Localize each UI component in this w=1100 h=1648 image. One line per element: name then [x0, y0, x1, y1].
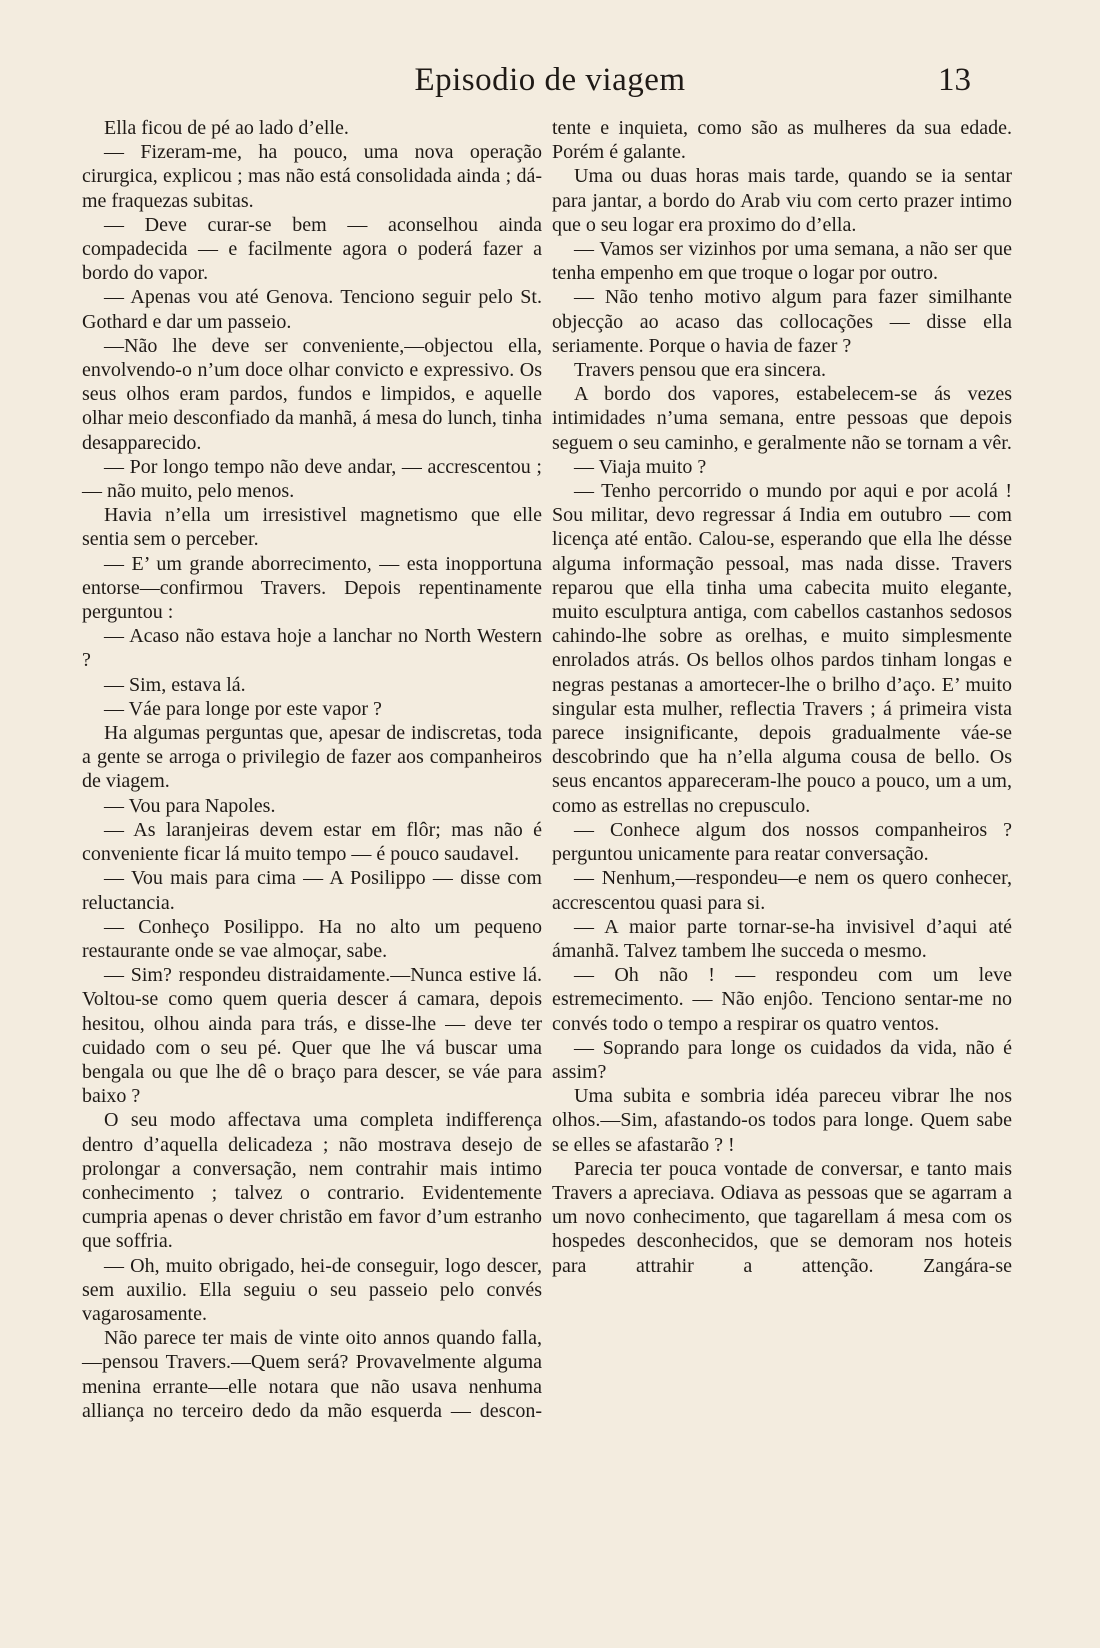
paragraph: — Váe para longe por este vapor ?: [104, 697, 382, 720]
paragraph-continued: tente e inquieta, como são as mulheres da sua edade. Porém é galante.: [552, 117, 1012, 164]
paragraph: — Oh não ! — respondeu com um leve estremecimento. — Não enjôo. Tenciono sentar-me no convés todo o tempo a respirar os quatro ventos.: [552, 964, 1012, 1035]
paragraph: A bordo dos vapores, estabelecem-se ás vezes intimidades n’uma semana, entre pessoas que depois seguem o seu caminho, e geralmente não se tornam a vêr.: [552, 383, 1012, 454]
paragraph: — Vamos ser vizinhos por uma semana, a não ser que tenha empenho em que troque o logar por outro.: [552, 238, 1012, 285]
paragraph: — Apenas vou até Genova. Tenciono seguir pelo St. Gothard e dar um passeio.: [82, 286, 542, 333]
paragraph: Uma ou duas horas mais tarde, quando se ia sentar para jantar, a bordo do Arab viu com certo prazer intimo que o seu logar era proximo do d’ella.: [552, 165, 1012, 236]
paragraph: — E’ um grande aborrecimento, — esta inopportuna entorse—confirmou Travers. Depois repentinamente perguntou :: [82, 552, 542, 624]
paragraph: Ella ficou de pé ao lado d’elle.: [104, 117, 349, 139]
paragraph: — Vou para Napoles.: [104, 794, 276, 817]
paragraph: — Sim, estava lá.: [104, 673, 246, 696]
paragraph: — Acaso não estava hoje a lanchar no North Western ?: [82, 625, 542, 672]
paragraph: Travers pensou que era sincera.: [574, 359, 826, 382]
paragraph: — Nenhum,—respondeu—e nem os quero conhecer, accrescentou quasi para si.: [552, 867, 1012, 914]
left-column: [82, 116, 542, 1423]
paragraph: —Não lhe deve ser conveniente,—objectou ella, envolvendo-o n’um doce olhar convicto e expressivo. Os seus olhos eram pardos, fundos e limpidos, e aquelle olhar meio desconfiado da manhã, á mesa do lunch, tinha desapparecido.: [82, 334, 542, 454]
paragraph: — Conheço Posilippo. Ha no alto um pequeno restaurante onde se vae almoçar, sabe.: [82, 915, 542, 962]
paragraph: — Soprando para longe os cuidados da vida, não é assim?: [552, 1036, 1012, 1083]
paragraph: — Não tenho motivo algum para fazer similhante objecção ao acaso das collocações — disse ella seriamente. Porque o havia de fazer ?: [552, 286, 1012, 357]
paragraph: — Vou mais para cima — A Posilippo — disse com reluctancia.: [82, 867, 542, 914]
paragraph: — Deve curar-se bem — aconselhou ainda compadecida — e facilmente agora o poderá fazer a bordo do vapor.: [82, 213, 542, 285]
paragraph: — As laranjeiras devem estar em flôr; mas não é conveniente ficar lá muito tempo — é pouco saudavel.: [82, 818, 542, 866]
page-number: 13: [938, 62, 971, 98]
paragraph: Ha algumas perguntas que, apesar de indiscretas, toda a gente se arroga o privilegio de fazer aos companheiros de viagem.: [82, 722, 542, 793]
paragraph: — Viaja muito ?: [574, 455, 707, 478]
running-title: Episodio de viagem: [414, 62, 686, 98]
paragraph: O seu modo affectava uma completa indifferença dentro d’aquella delicadeza ; não mostrava desejo de prolongar a conversação, nem contrahir mais intimo conhecimento ; talvez o contrario. Evidentemente cumpria apenas o dever christão em favor d’um estranho que soffria.: [82, 1109, 542, 1253]
paragraph: — Por longo tempo não deve andar, — accrescentou ; — não muito, pelo menos.: [82, 455, 542, 503]
paragraph: Havia n’ella um irresistivel magnetismo que elle sentia sem o perceber.: [82, 504, 542, 551]
paragraph: — Sim? respondeu distraidamente.—Nunca estive lá. Voltou-se como quem queria descer á camara, depois hesitou, olhou ainda para trás, e disse-lhe — deve ter cuidado com o seu pé. Quer que lhe vá buscar uma bengala ou que lhe dê o braço para descer, se váe para baixo ?: [82, 964, 542, 1108]
paragraph: — Fizeram-me, ha pouco, uma nova operação cirurgica, explicou ; mas não está consolidada ainda ; dá-me fraquezas subitas.: [82, 141, 542, 212]
right-column: [552, 116, 1012, 1278]
paragraph: — Oh, muito obrigado, hei-de conseguir, logo descer, sem auxilio. Ella seguiu o seu passeio pelo convés vagarosamente.: [82, 1254, 542, 1325]
paragraph: Não parece ter mais de vinte oito annos quando falla,—pensou Travers.—Quem será? Provavelmente alguma menina errante—elle notara que não usava nenhuma alliança no terceiro dedo da mão esquerda — descon-: [82, 1327, 542, 1422]
paragraph: — A maior parte tornar-se-ha invisivel d’aqui até ámanhã. Talvez tambem lhe succeda o mesmo.: [552, 915, 1012, 962]
paragraph: Uma subita e sombria idéa pareceu vibrar lhe nos olhos.—Sim, afastando-os todos para longe. Quem sabe se elles se afastarão ? !: [552, 1085, 1012, 1156]
paragraph: — Tenho percorrido o mundo por aqui e por acolá ! Sou militar, devo regressar á India em outubro — com licença até então. Calou-se, esperando que ella lhe désse alguma informação pessoal, mas nada disse. Travers reparou que ella tinha uma cabecita muito elegante, muito esculptura antiga, com cabellos castanhos sedosos cahindo-lhe sobre as orelhas, e muito simplesmente enrolados atrás. Os bellos olhos pardos tinham longas e negras pestanas a amortecer-lhe o brilho d’aço. E’ muito singular esta mulher, reflectia Travers ; á primeira vista parece insignificante, depois gradualmente váe-se descobrindo que ha n’ella alguma cousa de bello. Os seus encantos appareceram-lhe pouco a pouco, um a um, como as estrellas no crepusculo.: [552, 480, 1012, 817]
paragraph: Parecia ter pouca vontade de conversar, e tanto mais Travers a apreciava. Odiava as pessoas que se agarram a um novo conhecimento, que tagarellam á mesa com os hospedes desconhecidos, que se demoram nos hoteis para attrahir a attenção. Zangára-se: [552, 1157, 1012, 1277]
paragraph: — Conhece algum dos nossos companheiros ? perguntou unicamente para reatar conversação.: [552, 818, 1012, 866]
